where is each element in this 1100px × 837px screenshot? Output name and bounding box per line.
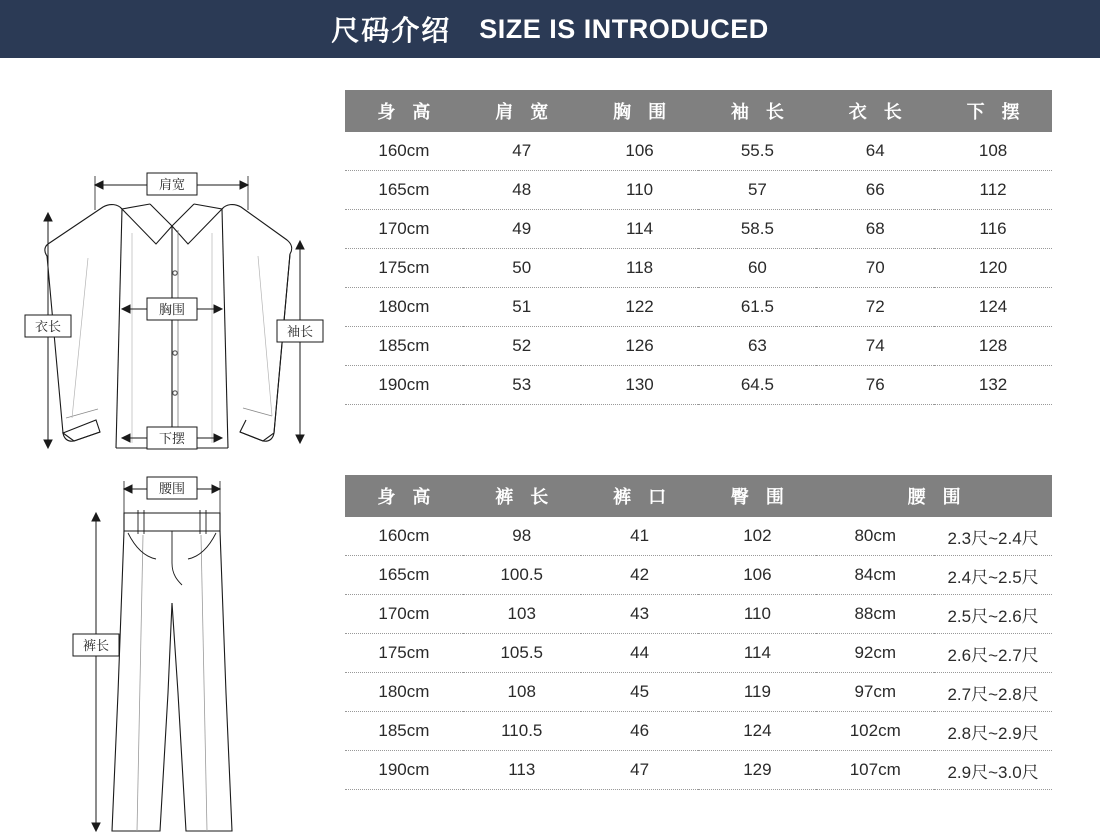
table-cell: 103 bbox=[463, 595, 581, 634]
column-header: 袖 长 bbox=[698, 90, 816, 132]
table-cell: 47 bbox=[463, 132, 581, 171]
table-cell: 66 bbox=[816, 171, 934, 210]
table-cell: 185cm bbox=[345, 712, 463, 751]
table-cell: 52 bbox=[463, 327, 581, 366]
shirt-section bbox=[0, 58, 1100, 453]
table-cell: 97cm bbox=[816, 673, 934, 712]
pants-label-length: 裤长 bbox=[82, 638, 110, 653]
pants-diagram-svg bbox=[0, 453, 345, 837]
table-cell: 92cm bbox=[816, 634, 934, 673]
page-title-cn: 尺码介绍 bbox=[331, 15, 452, 46]
table-cell: 53 bbox=[463, 366, 581, 405]
table-cell: 160cm bbox=[345, 132, 463, 171]
table-cell: 46 bbox=[581, 712, 699, 751]
table-row bbox=[345, 556, 1052, 595]
shirt-label-length: 衣长 bbox=[34, 319, 62, 334]
table-row bbox=[345, 751, 1052, 790]
table-row bbox=[345, 327, 1052, 366]
table-cell: 2.9尺~3.0尺 bbox=[934, 751, 1052, 790]
table-header-row bbox=[345, 475, 1052, 517]
table-cell: 122 bbox=[581, 288, 699, 327]
table-cell: 2.3尺~2.4尺 bbox=[934, 517, 1052, 556]
shirt-figure bbox=[0, 58, 345, 453]
table-cell: 61.5 bbox=[698, 288, 816, 327]
table-cell: 110.5 bbox=[463, 712, 581, 751]
table-cell: 102cm bbox=[816, 712, 934, 751]
table-cell: 124 bbox=[698, 712, 816, 751]
column-header: 臀 围 bbox=[698, 475, 816, 517]
table-cell: 112 bbox=[934, 171, 1052, 210]
table-cell: 88cm bbox=[816, 595, 934, 634]
table-cell: 126 bbox=[581, 327, 699, 366]
table-cell: 108 bbox=[934, 132, 1052, 171]
table-row bbox=[345, 171, 1052, 210]
table-row bbox=[345, 288, 1052, 327]
table-cell: 100.5 bbox=[463, 556, 581, 595]
table-cell: 60 bbox=[698, 249, 816, 288]
page-header bbox=[0, 0, 1100, 58]
table-cell: 165cm bbox=[345, 556, 463, 595]
table-header-row bbox=[345, 90, 1052, 132]
pants-table-container bbox=[345, 453, 1100, 837]
column-header: 裤 长 bbox=[463, 475, 581, 517]
column-header: 肩 宽 bbox=[463, 90, 581, 132]
pants-figure bbox=[0, 453, 345, 837]
table-cell: 98 bbox=[463, 517, 581, 556]
table-cell: 80cm bbox=[816, 517, 934, 556]
column-header: 衣 长 bbox=[816, 90, 934, 132]
table-cell: 2.6尺~2.7尺 bbox=[934, 634, 1052, 673]
shirt-table-container bbox=[345, 58, 1100, 453]
table-cell: 102 bbox=[698, 517, 816, 556]
column-header: 身 高 bbox=[345, 90, 463, 132]
table-cell: 106 bbox=[698, 556, 816, 595]
table-cell: 58.5 bbox=[698, 210, 816, 249]
table-cell: 180cm bbox=[345, 673, 463, 712]
pants-label-waist: 腰围 bbox=[158, 481, 186, 496]
column-header: 裤 口 bbox=[581, 475, 699, 517]
table-cell: 175cm bbox=[345, 249, 463, 288]
table-cell: 55.5 bbox=[698, 132, 816, 171]
shirt-diagram-svg bbox=[0, 58, 345, 453]
table-cell: 110 bbox=[581, 171, 699, 210]
table-row bbox=[345, 673, 1052, 712]
table-cell: 160cm bbox=[345, 517, 463, 556]
shirt-label-hem: 下摆 bbox=[158, 431, 186, 446]
table-cell: 185cm bbox=[345, 327, 463, 366]
table-cell: 2.8尺~2.9尺 bbox=[934, 712, 1052, 751]
table-cell: 170cm bbox=[345, 595, 463, 634]
table-cell: 114 bbox=[581, 210, 699, 249]
column-header: 腰 围 bbox=[816, 475, 1052, 517]
pants-section bbox=[0, 453, 1100, 837]
table-cell: 106 bbox=[581, 132, 699, 171]
table-cell: 130 bbox=[581, 366, 699, 405]
table-cell: 2.5尺~2.6尺 bbox=[934, 595, 1052, 634]
page-title-en: SIZE IS INTRODUCED bbox=[479, 13, 769, 44]
table-cell: 48 bbox=[463, 171, 581, 210]
table-cell: 51 bbox=[463, 288, 581, 327]
table-cell: 42 bbox=[581, 556, 699, 595]
table-row bbox=[345, 595, 1052, 634]
table-cell: 128 bbox=[934, 327, 1052, 366]
table-cell: 76 bbox=[816, 366, 934, 405]
table-cell: 47 bbox=[581, 751, 699, 790]
table-cell: 45 bbox=[581, 673, 699, 712]
table-row bbox=[345, 210, 1052, 249]
table-row bbox=[345, 249, 1052, 288]
table-cell: 43 bbox=[581, 595, 699, 634]
table-cell: 120 bbox=[934, 249, 1052, 288]
table-cell: 64 bbox=[816, 132, 934, 171]
table-cell: 165cm bbox=[345, 171, 463, 210]
table-cell: 70 bbox=[816, 249, 934, 288]
table-cell: 118 bbox=[581, 249, 699, 288]
table-cell: 74 bbox=[816, 327, 934, 366]
column-header: 身 高 bbox=[345, 475, 463, 517]
shirt-size-table bbox=[345, 90, 1052, 405]
table-cell: 2.4尺~2.5尺 bbox=[934, 556, 1052, 595]
table-row bbox=[345, 712, 1052, 751]
table-cell: 175cm bbox=[345, 634, 463, 673]
table-cell: 119 bbox=[698, 673, 816, 712]
table-cell: 108 bbox=[463, 673, 581, 712]
table-cell: 72 bbox=[816, 288, 934, 327]
table-cell: 132 bbox=[934, 366, 1052, 405]
table-cell: 84cm bbox=[816, 556, 934, 595]
pants-size-table bbox=[345, 475, 1052, 790]
table-cell: 129 bbox=[698, 751, 816, 790]
table-cell: 113 bbox=[463, 751, 581, 790]
table-cell: 190cm bbox=[345, 751, 463, 790]
table-cell: 2.7尺~2.8尺 bbox=[934, 673, 1052, 712]
table-row bbox=[345, 517, 1052, 556]
table-cell: 116 bbox=[934, 210, 1052, 249]
column-header: 下 摆 bbox=[934, 90, 1052, 132]
table-row bbox=[345, 634, 1052, 673]
table-cell: 50 bbox=[463, 249, 581, 288]
table-cell: 190cm bbox=[345, 366, 463, 405]
table-cell: 107cm bbox=[816, 751, 934, 790]
table-cell: 64.5 bbox=[698, 366, 816, 405]
table-cell: 63 bbox=[698, 327, 816, 366]
table-cell: 68 bbox=[816, 210, 934, 249]
table-cell: 105.5 bbox=[463, 634, 581, 673]
table-cell: 180cm bbox=[345, 288, 463, 327]
table-row bbox=[345, 132, 1052, 171]
table-row bbox=[345, 366, 1052, 405]
table-cell: 49 bbox=[463, 210, 581, 249]
table-cell: 41 bbox=[581, 517, 699, 556]
table-cell: 124 bbox=[934, 288, 1052, 327]
shirt-label-chest: 胸围 bbox=[158, 302, 186, 317]
shirt-label-sleeve: 袖长 bbox=[286, 324, 314, 339]
table-cell: 170cm bbox=[345, 210, 463, 249]
table-cell: 57 bbox=[698, 171, 816, 210]
table-cell: 114 bbox=[698, 634, 816, 673]
table-cell: 44 bbox=[581, 634, 699, 673]
column-header: 胸 围 bbox=[581, 90, 699, 132]
table-cell: 110 bbox=[698, 595, 816, 634]
shirt-label-shoulder: 肩宽 bbox=[158, 177, 186, 192]
